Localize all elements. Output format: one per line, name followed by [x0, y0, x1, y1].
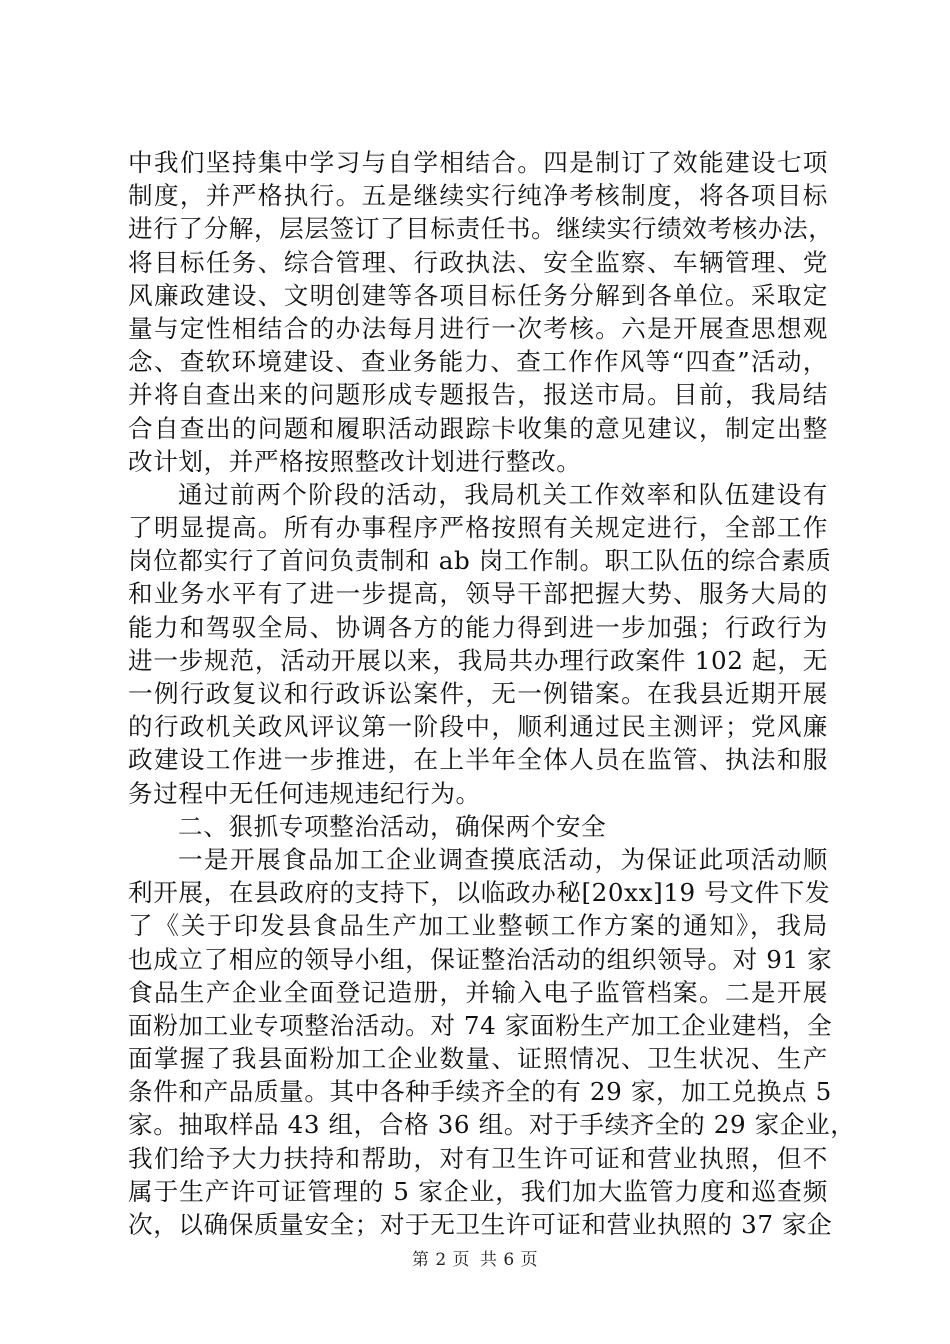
text-line: 改计划，并严格按照整改计划进行整改。	[128, 446, 582, 476]
text-line: 务过程中无任何违规违纪行为。	[128, 778, 481, 808]
text-line: 利开展，在县政府的支持下，以临政办秘[20xx]19 号文件下发	[128, 878, 831, 908]
text-line: 中我们坚持集中学习与自学相结合。四是制订了效能建设七项	[128, 148, 828, 177]
text-line: 我们给予大力扶持和帮助，对有卫生许可证和营业执照，但不	[128, 1143, 828, 1173]
text-line: 了明显提高。所有办事程序严格按照有关规定进行，全部工作	[128, 513, 828, 543]
text-line: 能力和驾驭全局、协调各方的能力得到进一步加强；行政行为	[128, 612, 828, 642]
text-line: 了《关于印发县食品生产加工业整顿工作方案的通知》，我局	[128, 911, 828, 941]
text-line: 家。抽取样品 43 组，合格 36 组。对于手续齐全的 29 家企业，	[128, 1110, 856, 1140]
page-number: 第 2 页	[411, 1250, 471, 1270]
text-line: 属于生产许可证管理的 5 家企业，我们加大监管力度和巡查频	[128, 1176, 828, 1206]
text-line: 岗位都实行了首问负责制和 ab 岗工作制。职工队伍的综合素质	[128, 546, 832, 576]
text-line: 风廉政建设、文明创建等各项目标任务分解到各单位。采取定	[128, 280, 828, 310]
text-line: 和业务水平有了进一步提高，领导干部把握大势、服务大局的	[128, 579, 828, 609]
text-line: 制度，并严格执行。五是继续实行纯净考核制度，将各项目标	[128, 181, 828, 211]
text-line: 一例行政复议和行政诉讼案件，无一例错案。在我县近期开展	[128, 679, 828, 708]
text-line: 二、狠抓专项整治活动，确保两个安全	[178, 811, 607, 841]
text-line: 量与定性相结合的办法每月进行一次考核。六是开展查思想观	[128, 313, 828, 343]
page-footer	[0, 1245, 950, 1270]
text-line: 条件和产品质量。其中各种手续齐全的有 29 家，加工兑换点 5	[128, 1077, 832, 1107]
text-line: 进一步规范，活动开展以来，我局共办理行政案件 102 起，无	[128, 645, 828, 675]
text-line: 合自查出的问题和履职活动跟踪卡收集的意见建议，制定出整	[128, 413, 828, 443]
text-line: 的行政机关政风评议第一阶段中，顺利通过民主测评；党风廉	[128, 712, 828, 742]
text-line: 念、查软环境建设、查业务能力、查工作作风等“四查”活动，	[128, 347, 828, 377]
text-line: 并将自查出来的问题形成专题报告，报送市局。目前，我局结	[128, 380, 828, 410]
page-total: 共 6 页	[479, 1250, 539, 1270]
text-line: 也成立了相应的领导小组，保证整治活动的组织领导。对 91 家	[128, 944, 833, 974]
text-line: 次，以确保质量安全；对于无卫生许可证和营业执照的 37 家企	[128, 1210, 833, 1239]
text-line: 通过前两个阶段的活动，我局机关工作效率和队伍建设有	[178, 479, 828, 509]
text-line: 政建设工作进一步推进，在上半年全体人员在监管、执法和服	[128, 745, 828, 775]
text-line: 面掌握了我县面粉加工企业数量、证照情况、卫生状况、生产	[128, 1044, 828, 1074]
text-line: 食品生产企业全面登记造册，并输入电子监管档案。二是开展	[128, 977, 828, 1007]
text-line: 面粉加工业专项整治活动。对 74 家面粉生产加工企业建档，全	[128, 1010, 833, 1040]
text-line: 将目标任务、综合管理、行政执法、安全监察、车辆管理、党	[128, 247, 828, 277]
document-body	[128, 146, 856, 1241]
text-line: 一是开展食品加工企业调查摸底活动，为保证此项活动顺	[178, 844, 828, 874]
text-line: 进行了分解，层层签订了目标责任书。继续实行绩效考核办法，	[128, 214, 834, 244]
